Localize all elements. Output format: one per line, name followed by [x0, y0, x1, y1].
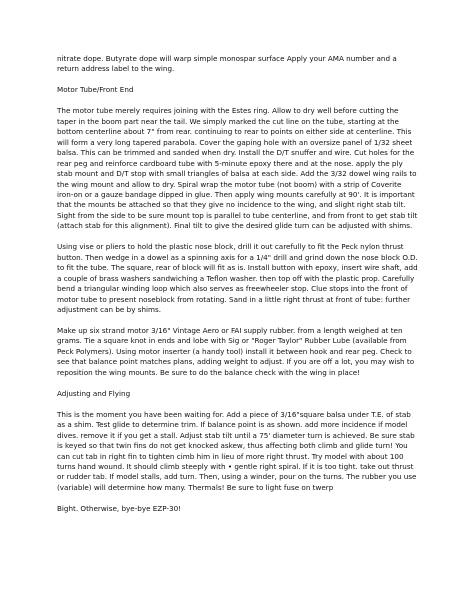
paragraph-motor: Make up six strand motor 3/16" Vintage Aero or FAI supply rubber. from a length weighed at ten grams. Tie a square knot in ends and lobe with Sig or "Roger Taylor" Rubber Lube (available from Peck Polymers). Using motor inserter (a handy tool) install it between hook and rear peg. Check to see that balance point matches plans, adding weight to adjust. If you are off a lot, you may wish to reposition the wing mounts. Be sure to do the balance check with the wing in place! [57, 325, 415, 377]
heading-motor-tube-front-end: Motor Tube/Front End [57, 85, 134, 95]
document-body [57, 54, 419, 525]
paragraph-closing: Bight. Otherwise, bye-bye EZP-30! [57, 503, 182, 513]
heading-adjusting-and-flying: Adjusting and Flying [57, 388, 131, 398]
paragraph-motor-tube: The motor tube merely requires joining with the Estes ring. Allow to dry well before cutting the taper in the boom part near the tail. We simply marked the cut line on the tube, starting at the bottom centerline about 7" from rear. continuing to rear to points on either side at centerline. This will form a very long tapered parabola. Cover the gaping hole with an oversize panel of 1/32 sheet balsa. This can be trimmed and sanded when dry. Install the D/T snuffer and wire. Cut holes for the rear peg and reinforce cardboard tube with 5-minute epoxy there and at the nose. apply the ply stab mount and D/T stop with small triangles of balsa at each side. Add the 3/32 dowel wing rails to the wing mount and allow to dry. Spiral wrap the motor tube (not boom) with a strip of Coverite iron-on or a gauze bandage dipped in glue. Then apply wing mounts carefully at 90'. It is important that the mounts be attached so that they give no incidence to the wing, and slight right stab tilt. Sight from the side to be sure mount top is parallel to tube centerline, and from front to get stab tilt (attach stab for this alignment). Final tilt to give the desired glide turn can be adjusted with shims. [57, 106, 418, 231]
paragraph-nitrate-dope: nitrate dope. Butyrate dope will warp simple monospar surface Apply your AMA number and a return address label to the wing. [57, 54, 397, 74]
paragraph-nose-block: Using vise or pliers to hold the plastic nose block, drill it out carefully to fit the Peck nylon thrust button. Then wedge in a dowel as a spinning axis for a 1/4" drill and grind down the nose block O.D. to fit the tube. The square, rear of block will fit as is. Install button with epoxy, insert wire shaft, add a couple of brass washers sandwiching a Teflon washer. then top off with the plastic prop. Carefully bend a triangular winding loop which also serves as freewheeler stop. Clue stops into the front of motor tube to present noseblock from rotating. Sand in a little right thrust at front of tube: further adjustment can be by shims. [57, 242, 418, 315]
paragraph-adjusting: This is the moment you have been waiting for. Add a piece of 3/16"square balsa under T.E. of stab as a shim. Test glide to determine trim. If balance point is as shown. add more incidence if model dives. remove it if you get a stall. Adjust stab tilt until a 75' diameter turn is achieved. Be sure stab is keyed so that twin fins do not get knocked askew, thus affecting both climb and glide turn! You can cut tab in right fin to tighten cimb him in lieu of more right thrust. Try model with about 100 turns hand wound. It should climb steeply with • gentle right spiral. If it is too tight. take out thrust or rudder tab. If model stalls, add turn. Then, using a winder, pour on the turns. The rubber you use (variable) will determine how many. Thermals! Be sure to light fuse on twerp [57, 409, 417, 492]
